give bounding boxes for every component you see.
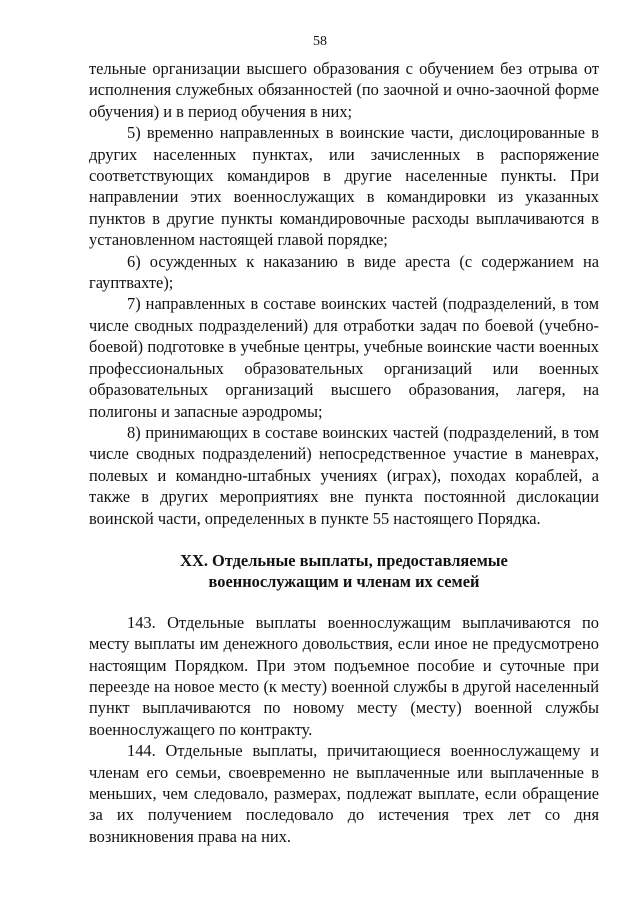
- page-number: 58: [313, 34, 327, 49]
- paragraph-item-6: 6) осужденных к наказанию в виде ареста (с содержанием на гауптвахте);: [89, 251, 599, 293]
- section-heading-line-1: XX. Отдельные выплаты, предоставляемые: [180, 550, 508, 570]
- paragraph-item-8: 8) принимающих в составе воинских частей (подразделений, в том числе сводных подразделений) непосредственное участие в маневрах, полевых и командно-штабных учениях (играх), походах кораблей, а также в других мероприятиях вне пункта постоянной дислокации воинской части, определенных в пункте 55 настоящего Порядка.: [89, 422, 599, 528]
- paragraph-143: 143. Отдельные выплаты военнослужащим выплачиваются по месту выплаты им денежного довольствия, если иное не предусмотрено настоящим Порядком. При этом подъемное пособие и суточные при переезде на новое место (к месту) военной службы в другой населенный пункт выплачиваются по новому месту (месту) военной службы военнослужащего по контракту.: [89, 612, 599, 739]
- paragraph-144: 144. Отдельные выплаты, причитающиеся военнослужащему и членам его семьи, своевременно не выплаченные или выплаченные в меньших, чем следовало, размерах, подлежат выплате, если обращение за их получением последовало до истечения трех лет со дня возникновения права на них.: [89, 741, 599, 846]
- paragraph-continuation: тельные организации высшего образования с обучением без отрыва от исполнения служебных обязанностей (по заочной и очно-заочной форме обучения) и в период обучения в них;: [89, 59, 599, 121]
- paragraph-item-7: 7) направленных в составе воинских частей (подразделений, в том числе сводных подразделений) для отработки задач по боевой (учебно-боевой) подготовке в учебные центры, учебные воинские части военных профессиональных образовательных организаций или военных образовательных организаций высшего образования, лагеря, на полигоны и запасные аэродромы;: [89, 294, 599, 421]
- section-heading-line-2: военнослужащим и членам их семей: [208, 572, 480, 592]
- paragraph-item-5: 5) временно направленных в воинские части, дислоцированные в других населенных пунктах, или зачисленных в распоряжение соответствующих командиров в другие населенные пункты. При направлении этих военнослужащих в командировки из указанных пунктов в другие пункты командировочные расходы выплачиваются в установленном настоящей главой порядке;: [89, 123, 599, 250]
- page-body: [89, 58, 599, 847]
- section-heading: [89, 550, 599, 593]
